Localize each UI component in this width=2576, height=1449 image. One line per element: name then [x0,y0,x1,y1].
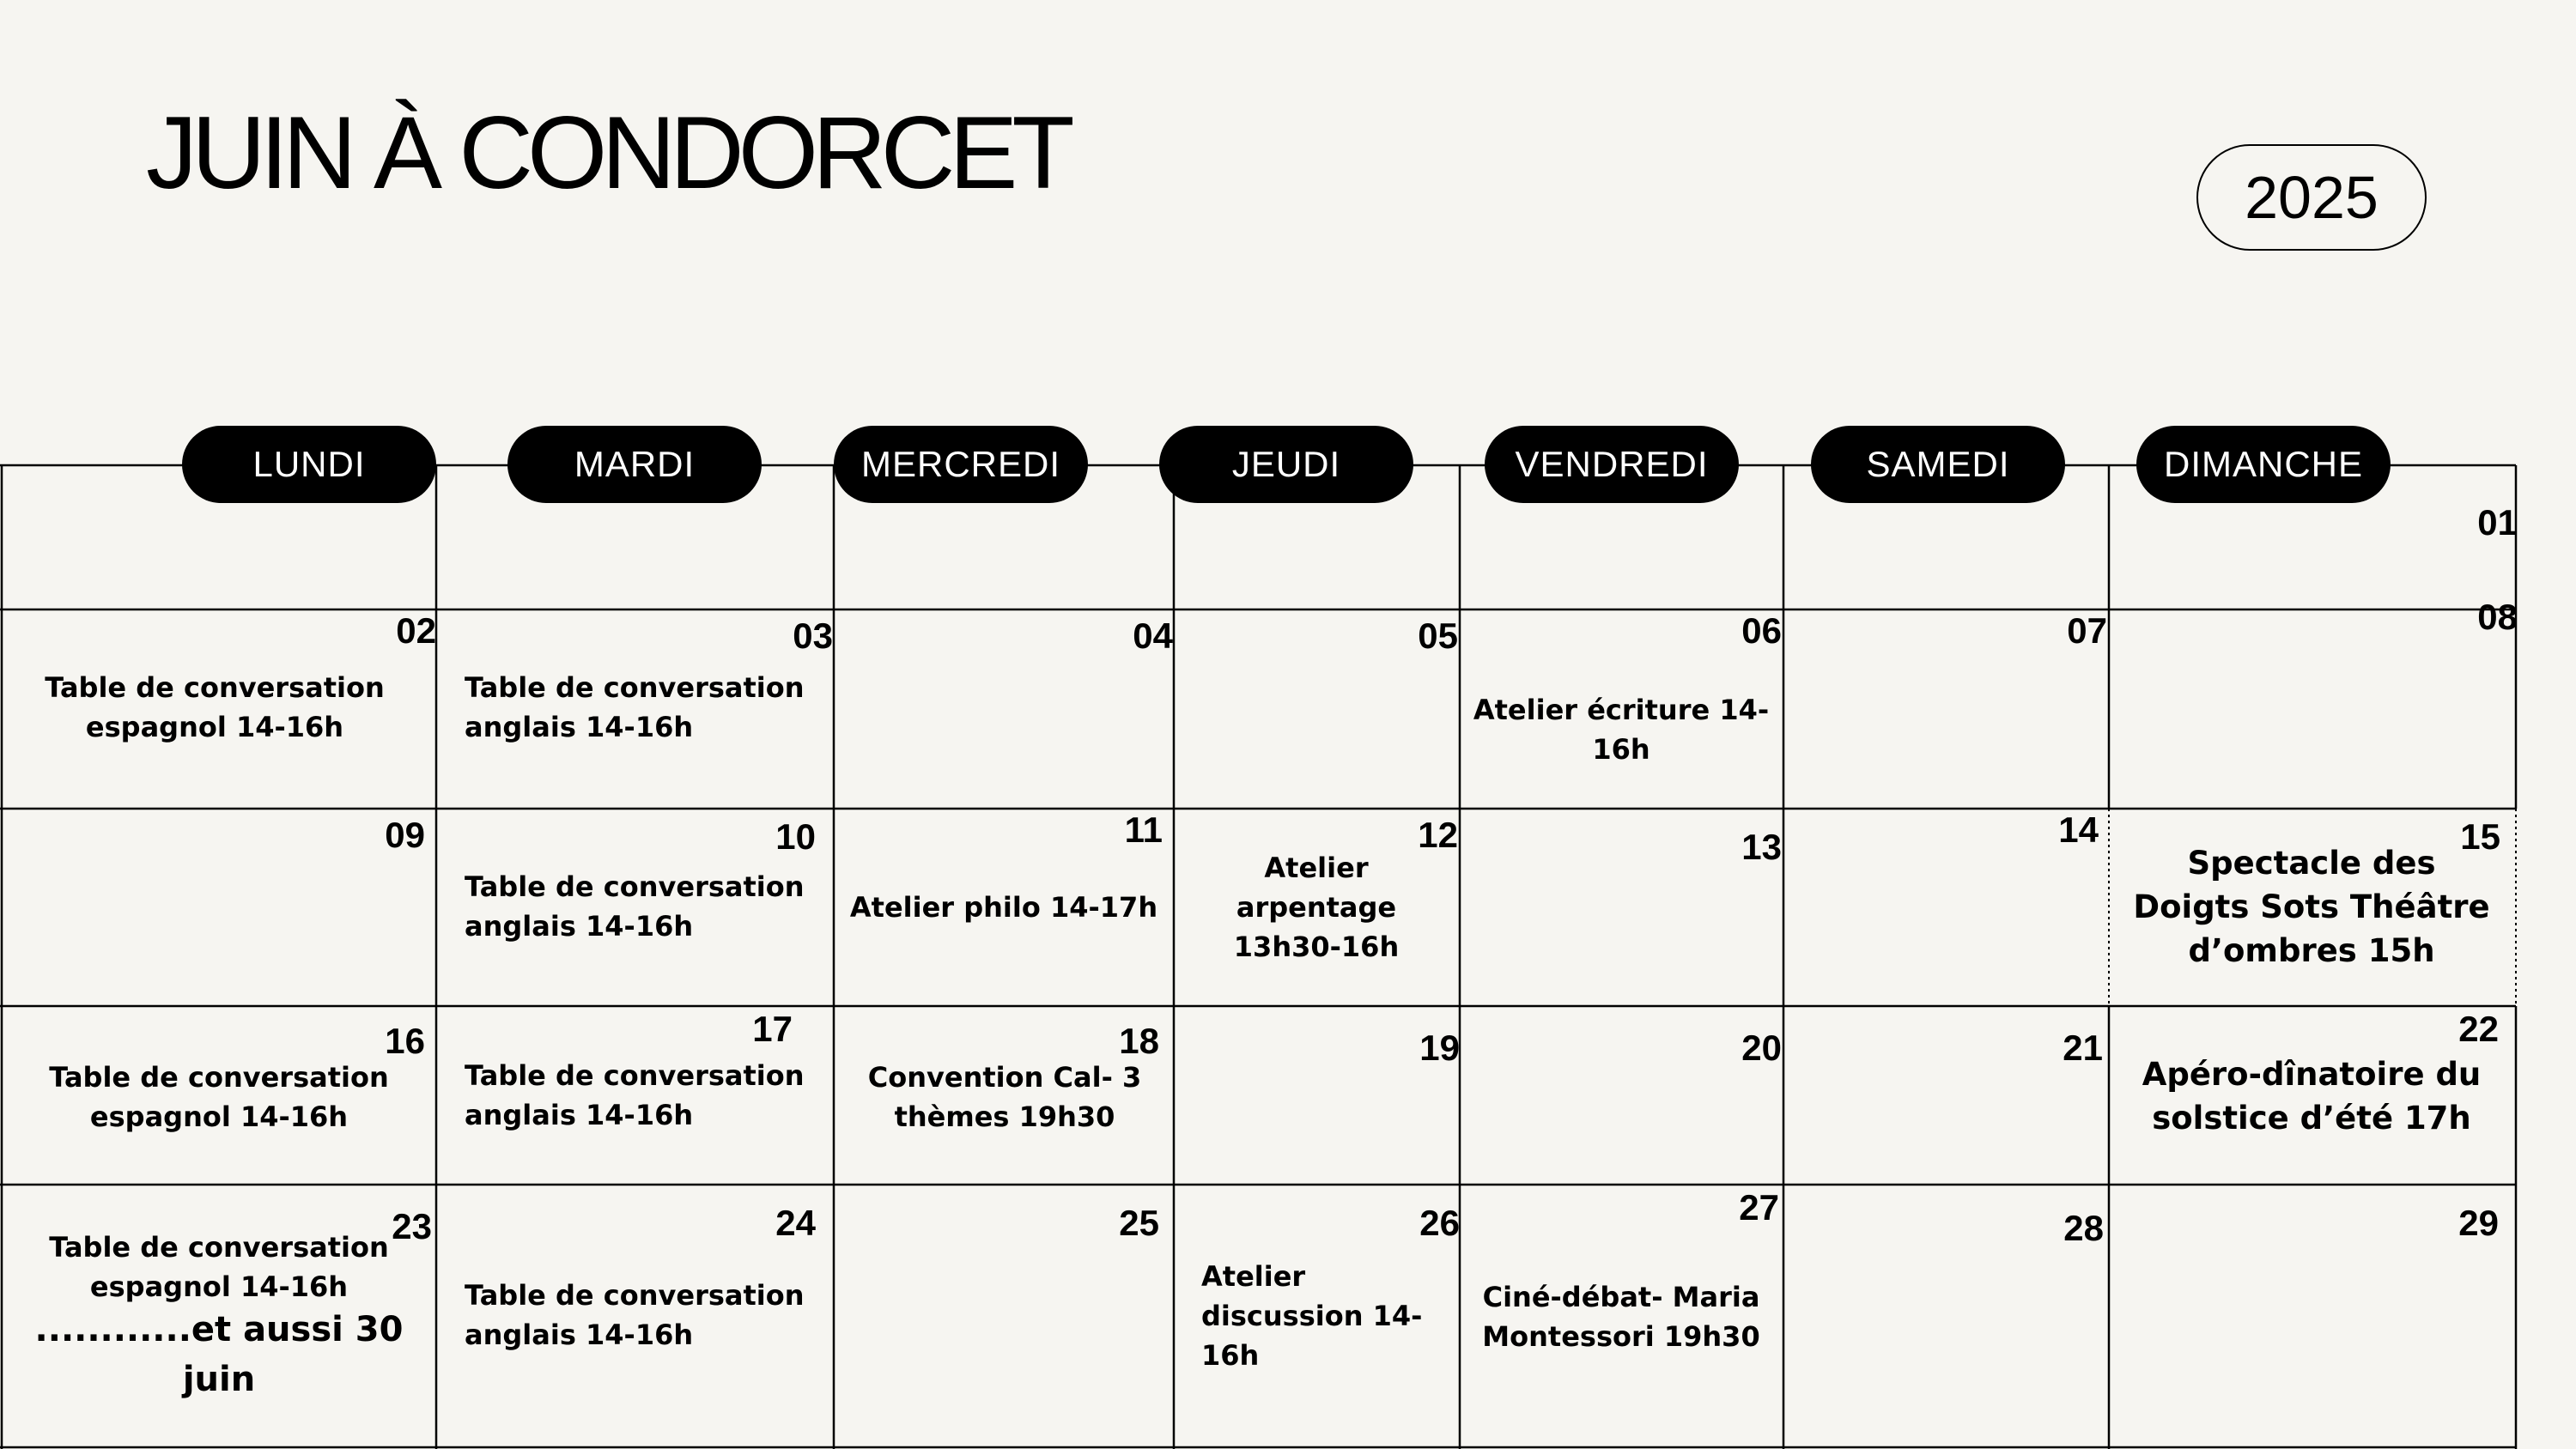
day-number-19: 19 [1419,1028,1460,1068]
event-10: Table de conversation anglais 14-16h [465,870,805,943]
day-number-29: 29 [2458,1203,2499,1243]
day-number-11: 11 [1124,809,1163,850]
day-number-12: 12 [1418,815,1458,855]
event-27: Ciné-débat- Maria Montessori 19h30 [1482,1281,1760,1353]
day-number-01: 01 [2477,502,2518,543]
weekday-vendredi: VENDREDI [1485,426,1739,503]
event-17: Table de conversation anglais 14-16h [465,1059,805,1131]
day-number-02: 02 [396,610,436,651]
event-15: Spectacle des Doigts Sots Théâtre d’ombres 15h [2133,845,2490,969]
year-badge: 2025 [2196,144,2427,251]
day-number-09: 09 [385,815,425,855]
day-number-13: 13 [1741,827,1782,867]
day-number-24: 24 [775,1203,816,1243]
day-number-17: 17 [752,1009,793,1049]
event-22: Apéro-dînatoire du solstice d’été 17h [2142,1056,2482,1137]
day-number-05: 05 [1418,615,1458,656]
weekday-dimanche: DIMANCHE [2136,426,2391,503]
weekday-jeudi: JEUDI [1159,426,1413,503]
weekday-lundi: LUNDI [182,426,436,503]
event-02: Table de conversation espagnol 14-16h [45,671,385,743]
event-18: Convention Cal- 3 thèmes 19h30 [867,1061,1142,1133]
event-06: Atelier écriture 14-16h [1473,694,1770,766]
page-title: JUIN À CONDORCET [146,95,1069,210]
day-number-28: 28 [2063,1208,2104,1248]
day-number-03: 03 [793,615,833,656]
event-23: Table de conversation espagnol 14-16h [49,1231,389,1303]
day-number-25: 25 [1119,1203,1159,1243]
day-number-16: 16 [385,1021,425,1061]
event-24: Table de conversation anglais 14-16h [465,1279,805,1351]
day-number-15: 15 [2460,816,2500,857]
event-23-note: ............et aussi 30 juin [34,1310,404,1399]
event-26: Atelier discussion 14-16h [1201,1260,1423,1372]
day-number-27: 27 [1739,1187,1779,1228]
event-16: Table de conversation espagnol 14-16h [49,1061,389,1133]
weekday-mercredi: MERCREDI [834,426,1088,503]
day-number-23: 23 [392,1206,432,1246]
day-number-26: 26 [1419,1203,1460,1243]
day-number-08: 08 [2477,597,2518,637]
day-number-04: 04 [1133,615,1173,656]
day-number-06: 06 [1741,610,1782,651]
event-12: Atelier arpentage 13h30-16h [1233,852,1400,963]
weekday-mardi: MARDI [507,426,762,503]
day-number-14: 14 [2058,809,2099,850]
day-number-10: 10 [775,816,816,857]
day-number-20: 20 [1741,1028,1782,1068]
event-03: Table de conversation anglais 14-16h [465,671,805,743]
day-number-07: 07 [2067,610,2107,651]
day-number-21: 21 [2063,1028,2103,1068]
weekday-samedi: SAMEDI [1811,426,2065,503]
day-number-22: 22 [2458,1009,2499,1049]
event-11: Atelier philo 14-17h [849,891,1158,924]
day-number-18: 18 [1119,1021,1159,1061]
